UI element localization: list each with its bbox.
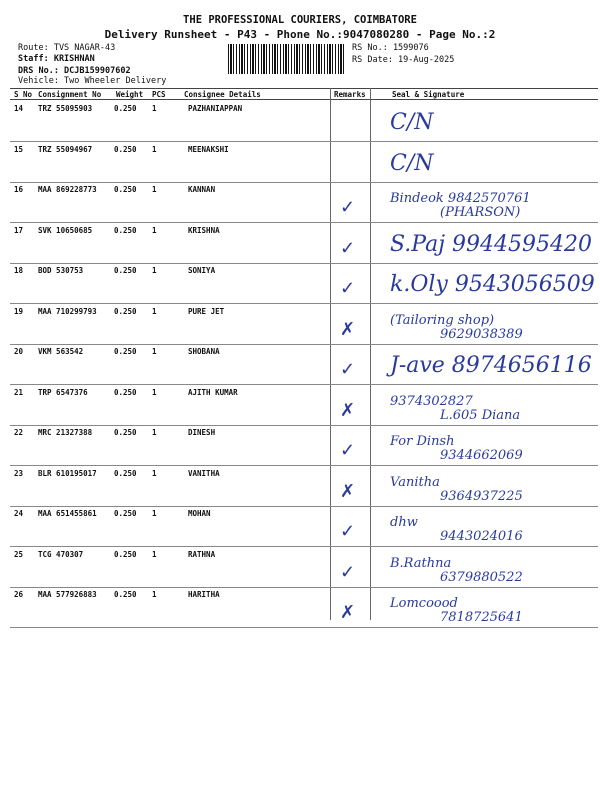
- table-row: [10, 546, 598, 588]
- cell-consignee: MOHAN: [188, 509, 211, 518]
- cell-consignment: TRZ 55094967: [38, 144, 93, 154]
- col-pcs: PCS: [152, 90, 166, 99]
- route-label: Route: TVS NAGAR-43: [18, 43, 116, 53]
- remark-mark: ✓: [340, 359, 356, 380]
- signature-line-2: 9629038389: [440, 326, 523, 342]
- rs-date: RS Date: 19-Aug-2025: [352, 55, 455, 65]
- cell-pcs: 1: [152, 347, 157, 356]
- col-sno: S No: [14, 90, 33, 99]
- table-row: [10, 586, 598, 628]
- signature-line-2: 6379880522: [440, 569, 523, 585]
- cell-weight: 0.250: [114, 266, 137, 275]
- cell-pcs: 1: [152, 468, 157, 478]
- cell-consignee: SONIYA: [188, 266, 216, 275]
- cell-consignee: DINESH: [188, 428, 216, 437]
- cell-consignee: PAZHANIAPPAN: [188, 104, 243, 113]
- cell-pcs: 1: [152, 225, 157, 235]
- table-row: [10, 262, 598, 304]
- signature-line-1: k.Oly 9543056509: [390, 272, 595, 297]
- cell-sno: 22: [14, 428, 24, 437]
- col-consignment: Consignment No: [38, 90, 102, 99]
- signature: [380, 108, 590, 140]
- signature-line-2: (PHARSON): [440, 205, 521, 220]
- cell-sno: 18: [14, 266, 24, 275]
- col-remarks: Remarks: [334, 90, 366, 99]
- cell-consignee: AJITH KUMAR: [188, 387, 238, 397]
- cell-consignment: MAA 869228773: [38, 185, 97, 194]
- cell-consignee: VANITHA: [188, 468, 220, 478]
- signature: [380, 432, 590, 464]
- cell-pcs: 1: [152, 104, 157, 113]
- cell-pcs: 1: [152, 144, 157, 154]
- signature-line-1: dhw: [390, 515, 418, 530]
- signature: [380, 270, 595, 302]
- table-top-border: [10, 88, 598, 89]
- remark-mark: [340, 116, 368, 138]
- cell-consignee: KRISHNA: [188, 225, 220, 235]
- cell-consignment: BOD 530753: [38, 266, 84, 275]
- cell-sno: 21: [14, 387, 24, 397]
- cell-consignee: HARITHA: [188, 590, 220, 599]
- signature-line-2: L.605 Diana: [440, 407, 521, 423]
- cell-consignee: MEENAKSHI: [188, 144, 229, 154]
- cell-weight: 0.250: [114, 104, 137, 113]
- cell-sno: 15: [14, 144, 24, 154]
- cell-pcs: 1: [152, 509, 157, 518]
- cell-consignee: RATHNA: [188, 549, 216, 559]
- signature-line-1: 9374302827: [390, 393, 473, 409]
- cell-consignee: SHOBANA: [188, 347, 220, 356]
- drs-label: DRS No.: DCJB159907602: [18, 66, 131, 76]
- signature-line-1: S.Paj 9944595420: [390, 231, 592, 257]
- signature: [380, 189, 590, 221]
- cell-consignment: MAA 710299793: [38, 306, 97, 316]
- col-consignee: Consignee Details: [184, 90, 261, 99]
- remark-mark: ✓: [340, 197, 356, 218]
- cell-consignment: SVK 10650685: [38, 225, 93, 235]
- remark-mark: ✓: [340, 521, 356, 542]
- cell-pcs: 1: [152, 590, 157, 599]
- cell-weight: 0.250: [114, 428, 137, 437]
- cell-pcs: 1: [152, 387, 157, 397]
- cell-weight: 0.250: [114, 225, 137, 235]
- remark-mark: [340, 157, 368, 179]
- cell-sno: 14: [14, 104, 24, 113]
- cell-weight: 0.250: [114, 144, 137, 154]
- cell-pcs: 1: [152, 549, 157, 559]
- table-row: [10, 303, 598, 345]
- barcode: [228, 44, 346, 74]
- signature-line-1: For Dinsh: [390, 434, 455, 449]
- staff-label: Staff: KRISHNAN: [18, 54, 95, 64]
- signature-line-2: 7818725641: [440, 610, 523, 625]
- table-row: [10, 141, 598, 183]
- cell-weight: 0.250: [114, 306, 137, 316]
- signature: [380, 473, 590, 505]
- signature-line-2: 9364937225: [440, 488, 523, 504]
- col-weight: Weight: [116, 90, 144, 99]
- signature-line-2: 9344662069: [440, 448, 523, 463]
- cell-pcs: 1: [152, 185, 157, 194]
- signature-line-1: Vanitha: [390, 474, 440, 490]
- remark-mark: ✓: [340, 237, 356, 259]
- remark-mark: ✓: [340, 561, 356, 583]
- signature-line-1: (Tailoring shop): [390, 312, 495, 328]
- table-row: [10, 181, 598, 223]
- table-row: [10, 465, 598, 507]
- runsheet-subtitle: Delivery Runsheet - P43 - Phone No.:9047080280 - Page No.:2: [104, 28, 496, 41]
- cell-consignment: VKM 563542: [38, 347, 84, 356]
- cell-consignment: MRC 21327388: [38, 428, 93, 437]
- table-row: [10, 100, 598, 142]
- signature-line-1: J-ave 8974656116: [390, 353, 592, 378]
- signature: [380, 149, 590, 181]
- cell-consignment: MAA 651455861: [38, 509, 97, 518]
- cell-sno: 23: [14, 468, 24, 478]
- cell-weight: 0.250: [114, 590, 137, 599]
- cell-sno: 19: [14, 306, 24, 316]
- rs-number: RS No.: 1599076: [352, 43, 429, 53]
- signature: [380, 351, 590, 383]
- signature: [380, 230, 590, 262]
- cell-consignment: TCG 470307: [38, 549, 84, 559]
- cell-sno: 20: [14, 347, 24, 356]
- remark-mark: ✓: [340, 278, 356, 299]
- cell-weight: 0.250: [114, 387, 137, 397]
- table-row: [10, 343, 598, 385]
- signature-line-1: C/N: [390, 110, 434, 135]
- cell-consignment: TRZ 55095903: [38, 104, 93, 113]
- signature-line-2: 9443024016: [440, 529, 523, 544]
- cell-sno: 26: [14, 590, 24, 599]
- signature: [380, 311, 590, 343]
- vehicle-label: Vehicle: Two Wheeler Delivery: [18, 76, 167, 86]
- cell-weight: 0.250: [114, 509, 137, 518]
- signature-line-1: C/N: [390, 150, 434, 176]
- table-row: [10, 424, 598, 466]
- signature: [380, 513, 590, 545]
- cell-consignment: BLR 610195017: [38, 468, 97, 478]
- remark-mark: ✗: [340, 480, 356, 502]
- signature: [380, 392, 590, 424]
- cell-sno: 24: [14, 509, 24, 518]
- signature-line-1: Bindeok 9842570761: [390, 191, 531, 206]
- cell-sno: 25: [14, 549, 24, 559]
- table-row: [10, 505, 598, 547]
- cell-pcs: 1: [152, 306, 157, 316]
- cell-consignment: MAA 577926883: [38, 590, 97, 599]
- cell-weight: 0.250: [114, 549, 137, 559]
- cell-pcs: 1: [152, 266, 157, 275]
- remark-mark: ✗: [340, 399, 356, 421]
- company-title: THE PROFESSIONAL COURIERS, COIMBATORE: [183, 14, 417, 26]
- cell-consignee: PURE JET: [188, 306, 225, 316]
- cell-consignment: TRP 6547376: [38, 387, 88, 397]
- remark-mark: ✓: [340, 440, 356, 461]
- table-row: [10, 222, 598, 264]
- cell-weight: 0.250: [114, 347, 137, 356]
- table-row: [10, 384, 598, 426]
- col-seal: Seal & Signature: [392, 90, 465, 99]
- cell-weight: 0.250: [114, 468, 137, 478]
- cell-sno: 16: [14, 185, 24, 194]
- signature-line-1: Lomcoood: [390, 596, 458, 611]
- cell-consignee: KANNAN: [188, 185, 216, 194]
- remark-mark: ✗: [340, 318, 356, 340]
- remark-mark: ✗: [340, 602, 356, 623]
- cell-sno: 17: [14, 225, 24, 235]
- signature: [380, 594, 590, 626]
- cell-weight: 0.250: [114, 185, 137, 194]
- signature: [380, 554, 590, 586]
- signature-line-1: B.Rathna: [390, 555, 452, 571]
- cell-pcs: 1: [152, 428, 157, 437]
